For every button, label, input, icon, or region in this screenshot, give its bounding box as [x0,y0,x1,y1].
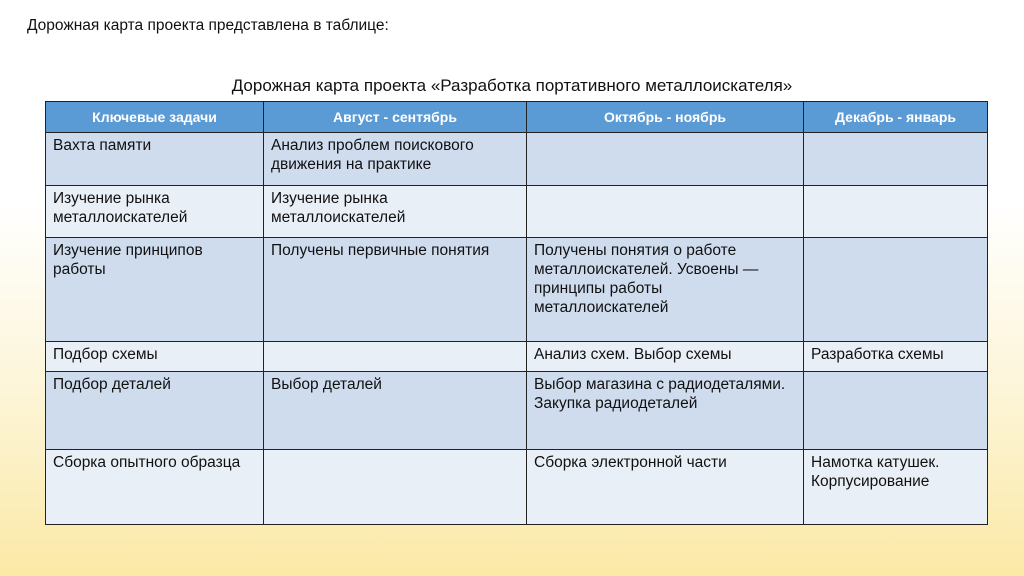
table-row [46,185,988,238]
column-header-dec-jan: Декабрь - январь [804,102,988,133]
table-cell: Изучение рынка металлоискателей [46,185,264,238]
table-cell [804,185,988,238]
table-cell: Изучение рынка металлоискателей [264,185,527,238]
table-caption: Дорожная карта проекта «Разработка портативного металлоискателя» [231,76,793,95]
table-cell [527,133,804,186]
table-row [46,133,988,186]
table-cell [527,185,804,238]
table-cell [804,238,988,341]
table-cell: Выбор деталей [264,372,527,450]
table-cell: Подбор деталей [46,372,264,450]
table-cell [804,372,988,450]
table-row [46,449,988,524]
table-row [46,341,988,371]
table-cell: Вахта памяти [46,133,264,186]
column-header-tasks: Ключевые задачи [46,102,264,133]
table-cell: Изучение принципов работы [46,238,264,341]
table-cell: Получены понятия о работе металлоискателей. Усвоены — принципы работы металлоискателей [527,238,804,341]
table-cell [264,341,527,371]
table-row [46,372,988,450]
table-cell: Анализ проблем поискового движения на практике [264,133,527,186]
table-cell: Сборка электронной части [527,449,804,524]
intro-text: Дорожная карта проекта представлена в таблице: [27,17,389,34]
table-cell [804,133,988,186]
table-cell: Разработка схемы [804,341,988,371]
table-cell: Выбор магазина с радиодеталями. Закупка радиодеталей [527,372,804,450]
table-cell: Сборка опытного образца [46,449,264,524]
table-cell: Анализ схем. Выбор схемы [527,341,804,371]
table-cell: Намотка катушек. Корпусирование [804,449,988,524]
table-cell [264,449,527,524]
column-header-oct-nov: Октябрь - ноябрь [527,102,804,133]
table-row [46,238,988,341]
roadmap-table [45,101,988,525]
table-header-row [46,102,988,133]
table-cell: Подбор схемы [46,341,264,371]
column-header-aug-sep: Август - сентябрь [264,102,527,133]
table-cell: Получены первичные понятия [264,238,527,341]
